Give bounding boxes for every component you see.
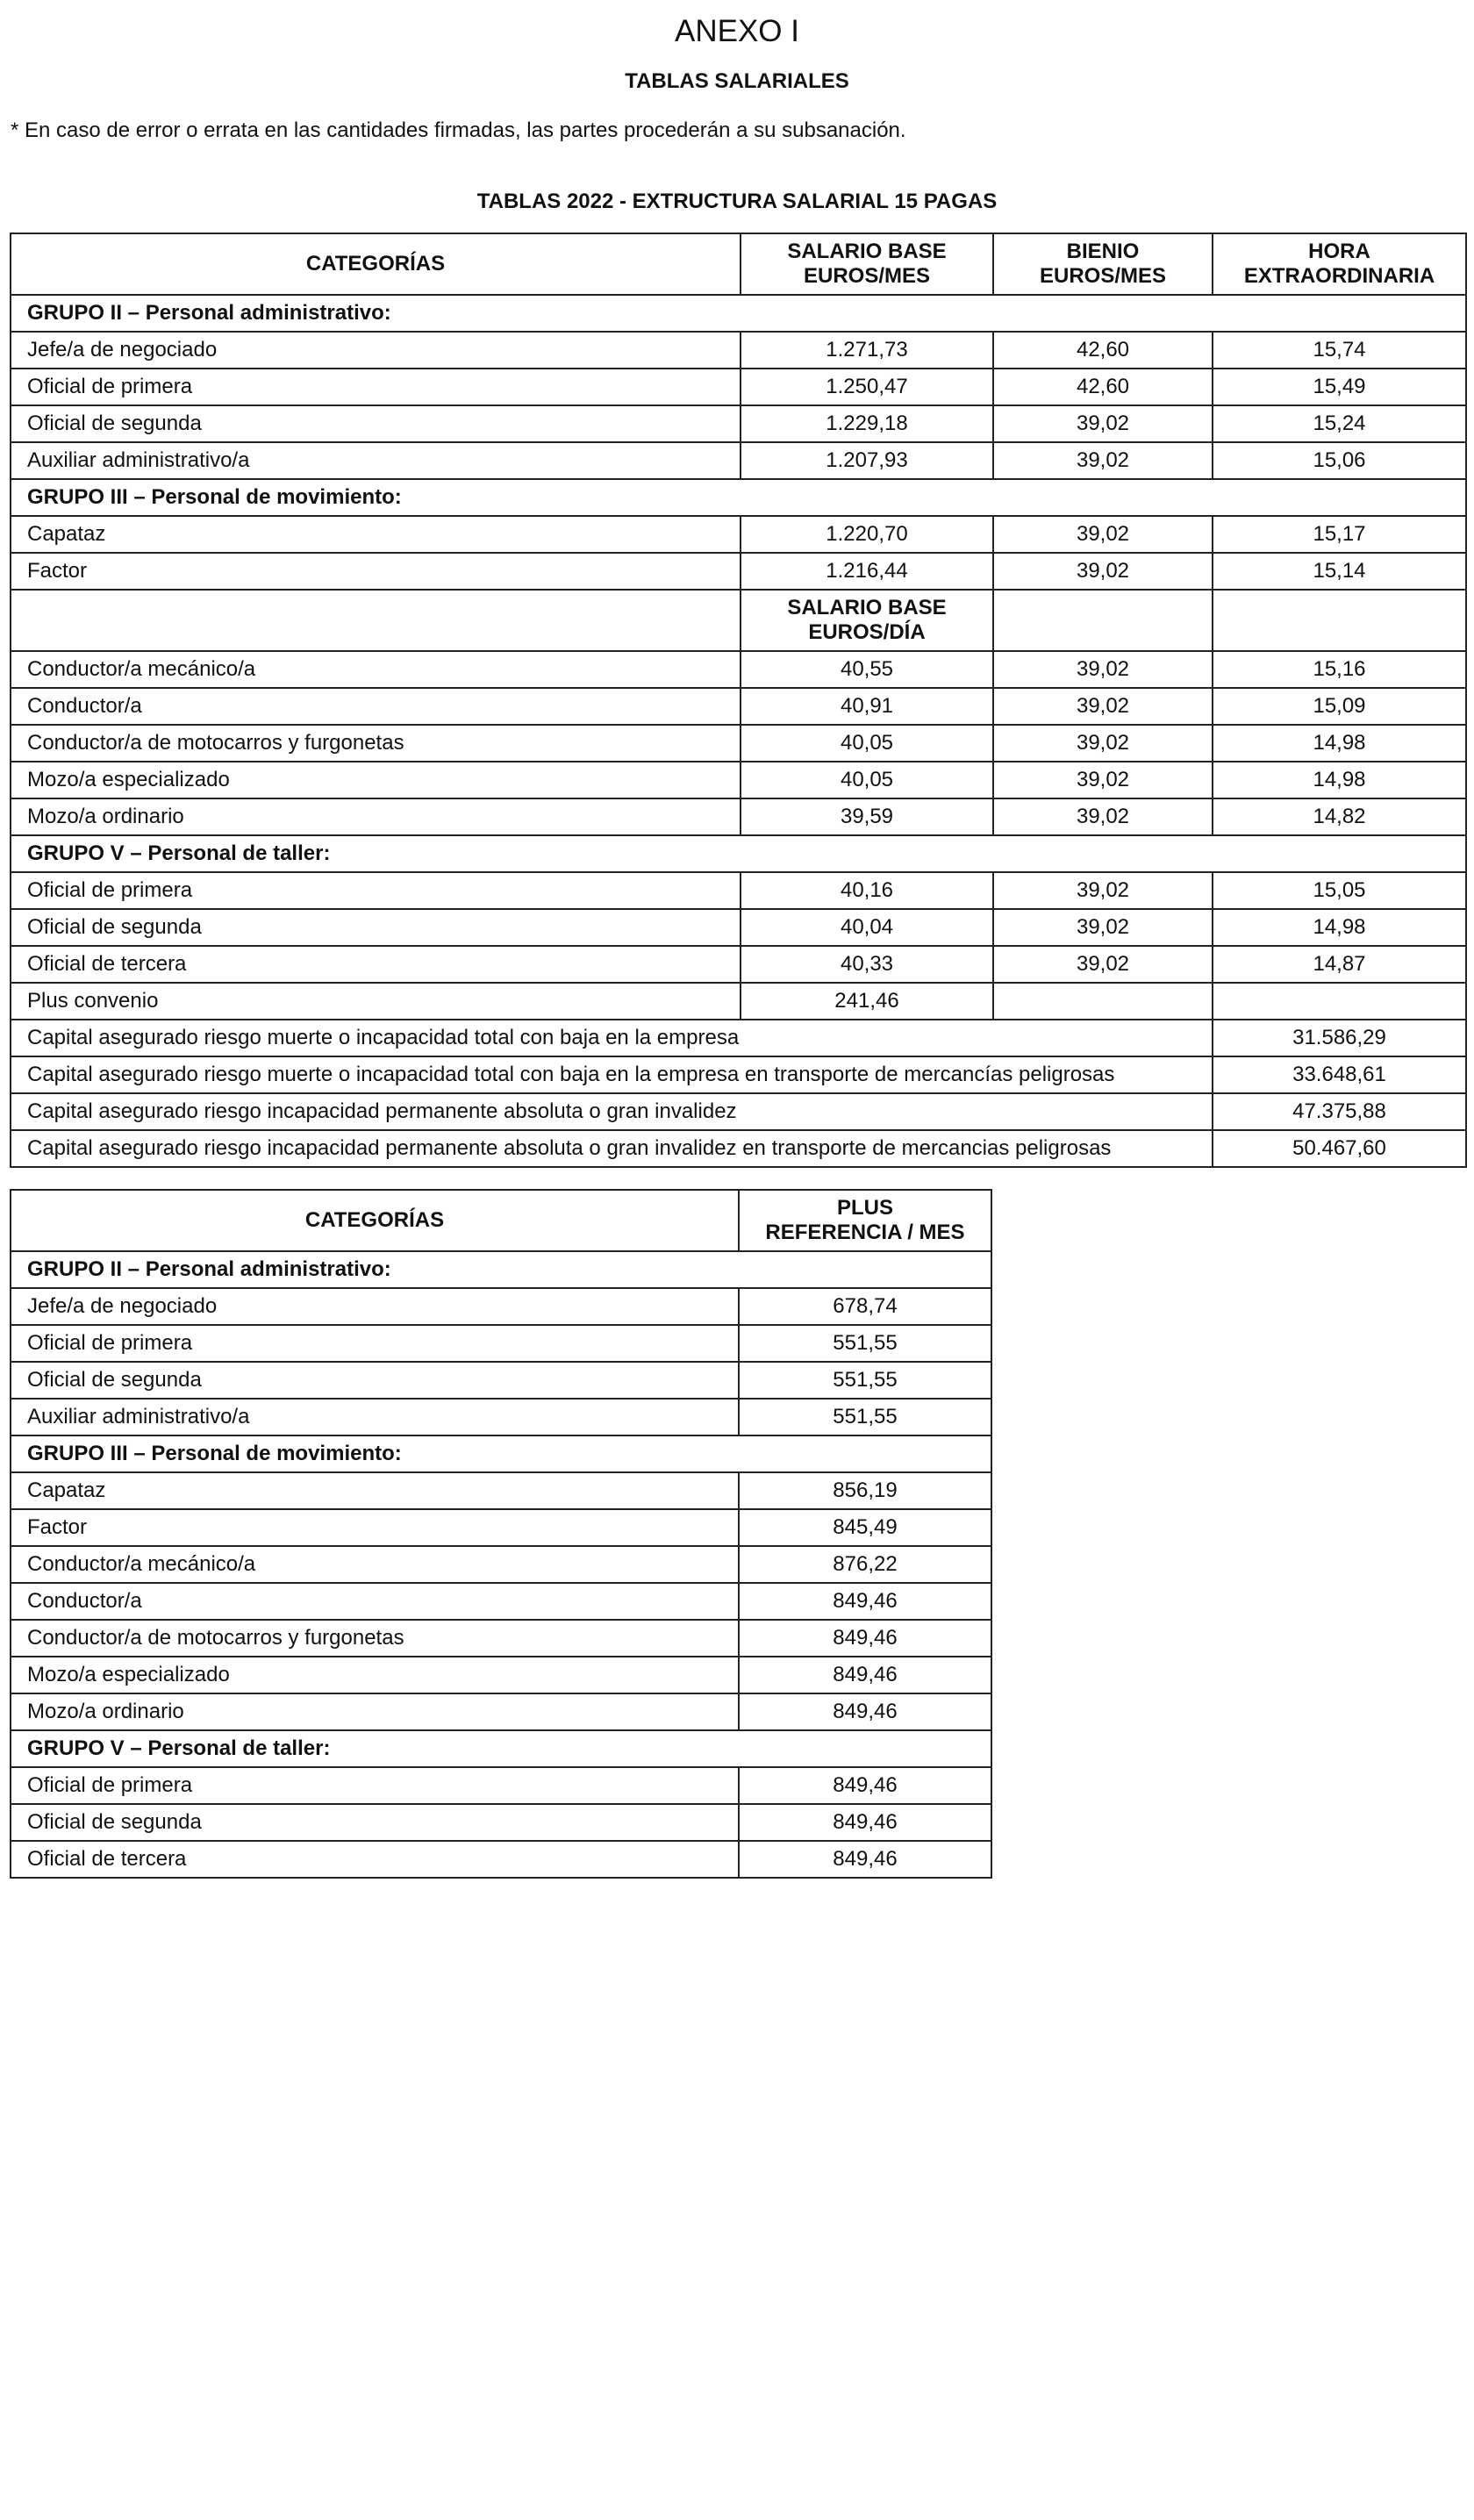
salario-cell: 40,05 <box>741 725 993 762</box>
table-row <box>11 872 1466 909</box>
header-bienio: BIENIO EUROS/MES <box>993 233 1213 295</box>
category-cell: Mozo/a especializado <box>11 1657 739 1693</box>
capital-value: 50.467,60 <box>1213 1130 1466 1167</box>
plus-cell: 849,46 <box>739 1804 991 1841</box>
plus-cell: 551,55 <box>739 1362 991 1399</box>
table-row <box>11 725 1466 762</box>
hora-cell: 15,49 <box>1213 369 1466 405</box>
table-row <box>11 1693 991 1730</box>
table-row <box>11 1325 991 1362</box>
empty-cell <box>1213 983 1466 1020</box>
table-row <box>11 1472 991 1509</box>
table-row <box>11 762 1466 798</box>
table-row <box>11 332 1466 369</box>
plus-cell: 551,55 <box>739 1325 991 1362</box>
group-row <box>11 835 1466 872</box>
salario-cell: 39,59 <box>741 798 993 835</box>
header-categorias: CATEGORÍAS <box>11 233 741 295</box>
table-header-row <box>11 1190 991 1251</box>
bienio-cell: 39,02 <box>993 442 1213 479</box>
salario-cell: 1.250,47 <box>741 369 993 405</box>
table-row <box>11 688 1466 725</box>
plus-cell: 849,46 <box>739 1767 991 1804</box>
hora-cell: 15,16 <box>1213 651 1466 688</box>
sub-header-row <box>11 590 1466 651</box>
sub-header-salario-dia: SALARIO BASE EUROS/DÍA <box>741 590 993 651</box>
table-row <box>11 1509 991 1546</box>
table-row <box>11 553 1466 590</box>
bienio-cell: 39,02 <box>993 405 1213 442</box>
category-cell: Conductor/a de motocarros y furgonetas <box>11 725 741 762</box>
plus-cell: 849,46 <box>739 1693 991 1730</box>
table-row <box>11 369 1466 405</box>
salario-cell: 40,05 <box>741 762 993 798</box>
header-salario-base: SALARIO BASE EUROS/MES <box>741 233 993 295</box>
plus-cell: 849,46 <box>739 1583 991 1620</box>
capital-label: Capital asegurado riesgo muerte o incapacidad total con baja en la empresa <box>11 1020 1213 1056</box>
category-cell: Oficial de primera <box>11 872 741 909</box>
bienio-cell: 42,60 <box>993 332 1213 369</box>
header-categorias: CATEGORÍAS <box>11 1190 739 1251</box>
group-row <box>11 295 1466 332</box>
plus-cell: 849,46 <box>739 1620 991 1657</box>
category-cell: Plus convenio <box>11 983 741 1020</box>
group-heading: GRUPO II – Personal administrativo: <box>11 295 1466 332</box>
category-cell: Oficial de primera <box>11 1325 739 1362</box>
group-heading: GRUPO V – Personal de taller: <box>11 1730 991 1767</box>
category-cell: Conductor/a <box>11 688 741 725</box>
plus-cell: 876,22 <box>739 1546 991 1583</box>
plus-convenio-row <box>11 983 1466 1020</box>
table-row <box>11 909 1466 946</box>
salario-cell: 1.220,70 <box>741 516 993 553</box>
hora-cell: 15,09 <box>1213 688 1466 725</box>
table-header-row <box>11 233 1466 295</box>
group-row <box>11 1435 991 1472</box>
plus-cell: 849,46 <box>739 1657 991 1693</box>
bienio-cell: 39,02 <box>993 762 1213 798</box>
hora-cell: 15,06 <box>1213 442 1466 479</box>
bienio-cell: 39,02 <box>993 651 1213 688</box>
salario-cell: 1.229,18 <box>741 405 993 442</box>
capital-row <box>11 1056 1466 1093</box>
capital-label: Capital asegurado riesgo incapacidad permanente absoluta o gran invalidez en transporte de mercancias peligrosas <box>11 1130 1213 1167</box>
salario-cell: 40,16 <box>741 872 993 909</box>
group-heading: GRUPO III – Personal de movimiento: <box>11 479 1466 516</box>
category-cell: Conductor/a <box>11 1583 739 1620</box>
hora-cell: 15,24 <box>1213 405 1466 442</box>
category-cell: Mozo/a ordinario <box>11 798 741 835</box>
category-cell: Oficial de segunda <box>11 405 741 442</box>
bienio-cell: 39,02 <box>993 516 1213 553</box>
category-cell: Factor <box>11 553 741 590</box>
category-cell: Mozo/a ordinario <box>11 1693 739 1730</box>
salario-cell: 1.207,93 <box>741 442 993 479</box>
hora-cell: 15,74 <box>1213 332 1466 369</box>
header-plus-referencia: PLUS REFERENCIA / MES <box>739 1190 991 1251</box>
plus-cell: 849,46 <box>739 1841 991 1878</box>
salario-cell: 1.216,44 <box>741 553 993 590</box>
bienio-cell: 39,02 <box>993 798 1213 835</box>
hora-cell: 15,14 <box>1213 553 1466 590</box>
category-cell: Auxiliar administrativo/a <box>11 442 741 479</box>
category-cell: Jefe/a de negociado <box>11 332 741 369</box>
empty-cell <box>993 983 1213 1020</box>
table-row <box>11 1399 991 1435</box>
empty-cell <box>993 590 1213 651</box>
table-caption: TABLAS 2022 - EXTRUCTURA SALARIAL 15 PAGAS <box>476 190 998 213</box>
hora-cell: 15,17 <box>1213 516 1466 553</box>
table-row <box>11 1841 991 1878</box>
capital-value: 33.648,61 <box>1213 1056 1466 1093</box>
table-row <box>11 1546 991 1583</box>
category-cell: Capataz <box>11 1472 739 1509</box>
hora-cell: 14,98 <box>1213 909 1466 946</box>
table-row <box>11 1288 991 1325</box>
table-row <box>11 1804 991 1841</box>
capital-row <box>11 1130 1466 1167</box>
document-title: ANEXO I <box>675 14 799 48</box>
group-row <box>11 479 1466 516</box>
table-row <box>11 1657 991 1693</box>
hora-cell: 14,82 <box>1213 798 1466 835</box>
category-cell: Oficial de tercera <box>11 946 741 983</box>
table-row <box>11 1767 991 1804</box>
plus-referencia-table <box>10 1189 992 1879</box>
salario-cell: 40,04 <box>741 909 993 946</box>
hora-cell: 15,05 <box>1213 872 1466 909</box>
capital-value: 47.375,88 <box>1213 1093 1466 1130</box>
capital-value: 31.586,29 <box>1213 1020 1466 1056</box>
table-row <box>11 946 1466 983</box>
salario-cell: 1.271,73 <box>741 332 993 369</box>
capital-row <box>11 1093 1466 1130</box>
bienio-cell: 39,02 <box>993 688 1213 725</box>
salario-cell: 40,91 <box>741 688 993 725</box>
category-cell: Oficial de primera <box>11 369 741 405</box>
category-cell: Factor <box>11 1509 739 1546</box>
table-row <box>11 1620 991 1657</box>
salario-cell: 40,55 <box>741 651 993 688</box>
group-heading: GRUPO III – Personal de movimiento: <box>11 1435 991 1472</box>
salary-table-15-pagas <box>10 233 1467 1168</box>
capital-label: Capital asegurado riesgo incapacidad permanente absoluta o gran invalidez <box>11 1093 1213 1130</box>
bienio-cell: 39,02 <box>993 909 1213 946</box>
bienio-cell: 39,02 <box>993 946 1213 983</box>
category-cell: Oficial de primera <box>11 1767 739 1804</box>
category-cell: Jefe/a de negociado <box>11 1288 739 1325</box>
table-row <box>11 1362 991 1399</box>
group-heading: GRUPO V – Personal de taller: <box>11 835 1466 872</box>
bienio-cell: 39,02 <box>993 725 1213 762</box>
plus-cell: 845,49 <box>739 1509 991 1546</box>
category-cell: Oficial de tercera <box>11 1841 739 1878</box>
group-row <box>11 1251 991 1288</box>
plus-convenio-value: 241,46 <box>741 983 993 1020</box>
salario-cell: 40,33 <box>741 946 993 983</box>
table-row <box>11 1583 991 1620</box>
category-cell: Conductor/a de motocarros y furgonetas <box>11 1620 739 1657</box>
hora-cell: 14,98 <box>1213 725 1466 762</box>
document-subtitle: TABLAS SALARIALES <box>625 69 849 93</box>
plus-cell: 551,55 <box>739 1399 991 1435</box>
table-row <box>11 442 1466 479</box>
bienio-cell: 39,02 <box>993 872 1213 909</box>
category-cell: Conductor/a mecánico/a <box>11 1546 739 1583</box>
table-row <box>11 516 1466 553</box>
table-row <box>11 798 1466 835</box>
category-cell: Oficial de segunda <box>11 909 741 946</box>
plus-cell: 678,74 <box>739 1288 991 1325</box>
category-cell: Oficial de segunda <box>11 1804 739 1841</box>
category-cell: Capataz <box>11 516 741 553</box>
hora-cell: 14,87 <box>1213 946 1466 983</box>
bienio-cell: 39,02 <box>993 553 1213 590</box>
group-heading: GRUPO II – Personal administrativo: <box>11 1251 991 1288</box>
capital-row <box>11 1020 1466 1056</box>
table-row <box>11 405 1466 442</box>
category-cell: Conductor/a mecánico/a <box>11 651 741 688</box>
capital-label: Capital asegurado riesgo muerte o incapacidad total con baja en la empresa en transporte de mercancías peligrosas <box>11 1056 1213 1093</box>
group-row <box>11 1730 991 1767</box>
category-cell: Oficial de segunda <box>11 1362 739 1399</box>
plus-cell: 856,19 <box>739 1472 991 1509</box>
table-row <box>11 651 1466 688</box>
empty-cell <box>1213 590 1466 651</box>
hora-cell: 14,98 <box>1213 762 1466 798</box>
errata-note: * En caso de error o errata en las cantidades firmadas, las partes procederán a su subsanación. <box>11 118 906 142</box>
bienio-cell: 42,60 <box>993 369 1213 405</box>
header-hora-extraordinaria: HORA EXTRAORDINARIA <box>1213 233 1466 295</box>
empty-cell <box>11 590 741 651</box>
category-cell: Auxiliar administrativo/a <box>11 1399 739 1435</box>
category-cell: Mozo/a especializado <box>11 762 741 798</box>
